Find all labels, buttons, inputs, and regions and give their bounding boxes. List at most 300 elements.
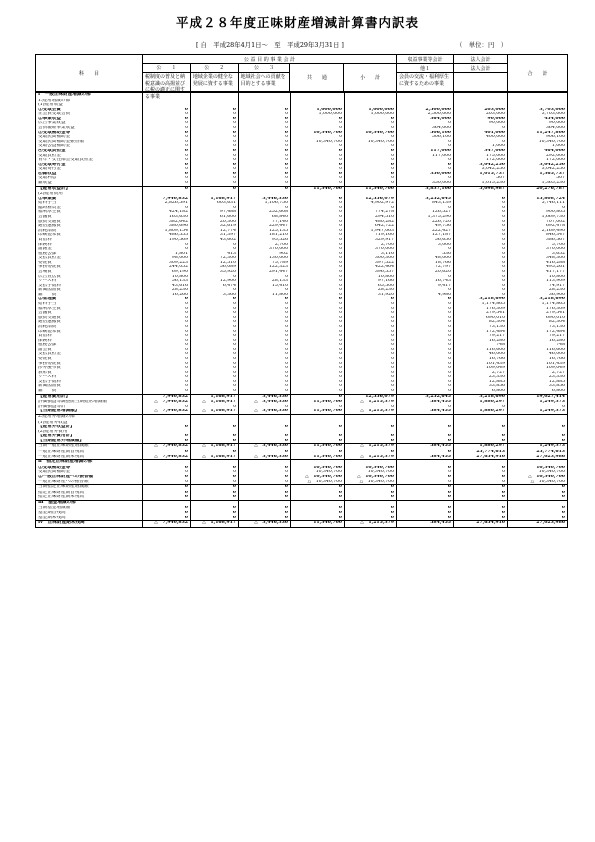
- row-value: 77,140: [239, 220, 291, 225]
- row-value: 0: [191, 140, 239, 145]
- row-value: 0: [397, 158, 454, 163]
- row-value: 0: [143, 470, 191, 475]
- row-value: 0: [191, 149, 239, 154]
- row-value: 11,340,700: [291, 400, 345, 405]
- row-value: 0: [291, 320, 345, 325]
- row-value: 0: [291, 511, 345, 516]
- table-row: [36, 394, 567, 401]
- row-label: 雑 費: [36, 293, 143, 298]
- row-value: 0: [345, 357, 397, 362]
- row-value: 0: [239, 375, 291, 380]
- row-value: 279,541: [546, 311, 565, 316]
- row-value: 0: [191, 316, 239, 321]
- row-value: 1,249,373: [539, 444, 565, 449]
- row-value: 0: [239, 491, 291, 496]
- row-value: 0: [191, 121, 239, 126]
- row-value: △ 7,940,832: [143, 455, 191, 460]
- row-value: 300,300: [345, 256, 397, 261]
- row-value: 0: [191, 334, 239, 339]
- row-value: △ 1,215,379: [345, 400, 397, 405]
- row-value: 172,000: [454, 158, 508, 163]
- row-label: 印刷製本費: [36, 233, 143, 238]
- row-label: ②管理費: [36, 297, 143, 302]
- row-value: △ 1,168,917: [191, 455, 239, 460]
- row-value: 707,002: [546, 219, 565, 224]
- row-value: 0: [397, 480, 454, 485]
- row-value: 0: [454, 279, 508, 284]
- row-label: 【経常収益計】: [36, 187, 143, 193]
- row-value: 0: [397, 357, 454, 362]
- row-value: 7,940,832: [143, 197, 191, 202]
- row-label: 受取民間補助金: [36, 135, 143, 140]
- row-value: 900,805: [546, 210, 565, 215]
- row-label: 旅費交通費: [36, 316, 143, 321]
- row-value: 97,166: [345, 279, 397, 284]
- row-value: 0: [345, 384, 397, 389]
- row-value: △ 1,215,379: [345, 444, 397, 450]
- row-value: 0: [345, 172, 397, 177]
- row-value: 0: [143, 247, 191, 252]
- row-value: 3,252,645: [397, 197, 454, 202]
- row-value: 0: [291, 279, 345, 284]
- row-value: 12,900: [191, 279, 239, 284]
- row-value: 0: [239, 187, 291, 193]
- row-label: 支払手数料: [36, 380, 143, 385]
- row-value: 0: [345, 206, 397, 211]
- row-value: 329,917: [345, 238, 397, 243]
- row-value: 0: [239, 149, 291, 154]
- row-value: 11,340,700: [345, 187, 397, 193]
- row-value: 0: [345, 380, 397, 385]
- row-value: 33,856: [454, 384, 508, 389]
- row-value: 0: [191, 243, 239, 248]
- row-value: 11,247,800: [536, 130, 565, 135]
- row-value: 0: [454, 247, 508, 252]
- row-label: 給料手当: [36, 201, 143, 206]
- row-value: 495,261: [546, 265, 565, 270]
- row-value: 1,365,737: [539, 171, 565, 176]
- row-value: 0: [561, 515, 565, 520]
- row-label: (2)経常費用: [36, 192, 143, 197]
- row-value: 27,654,910: [454, 521, 508, 527]
- row-value: 68,840: [239, 215, 291, 220]
- row-value: 0: [191, 158, 239, 163]
- row-value: 0: [191, 135, 239, 140]
- row-value: 0: [397, 485, 454, 491]
- row-value: 0: [291, 224, 345, 229]
- row-value: 0: [291, 238, 345, 243]
- table-row: [36, 484, 567, 491]
- row-value: 2,700: [345, 243, 397, 248]
- row-value: 1,669,730: [541, 215, 565, 220]
- row-value: △ 1,168,917: [191, 409, 239, 414]
- row-value: 0: [291, 495, 345, 500]
- row-value: 25,774,613: [454, 450, 508, 455]
- row-value: 0: [397, 163, 454, 168]
- row-value: 0: [239, 366, 291, 371]
- row-value: 0: [291, 163, 345, 168]
- row-value: 0: [345, 302, 397, 307]
- row-value: 0: [397, 470, 454, 475]
- row-value: 0: [143, 480, 191, 485]
- row-value: △ 1,215,379: [345, 521, 397, 527]
- row-value: 0: [291, 389, 345, 394]
- row-value: 0: [291, 297, 345, 302]
- row-value: 0: [454, 480, 508, 485]
- row-value: 12,885: [454, 380, 508, 385]
- row-value: 0: [143, 325, 191, 330]
- row-value: 175,000: [454, 154, 508, 159]
- row-value: 0: [291, 220, 345, 225]
- row-label: 一般正味財産への振替額: [36, 480, 143, 485]
- row-value: 464,000: [544, 148, 565, 153]
- row-value: 0: [397, 466, 454, 471]
- row-value: 0: [191, 176, 239, 181]
- row-value: 1,000,000: [345, 112, 397, 117]
- row-value: 422,464: [345, 265, 397, 270]
- row-value: 1,000,000: [291, 112, 345, 117]
- row-value: 0: [291, 384, 345, 389]
- row-label: 諸会費: [36, 348, 143, 353]
- row-value: 0: [291, 117, 345, 122]
- row-value: 0: [291, 210, 345, 215]
- row-value: 486,555: [143, 233, 191, 238]
- row-value: 0: [291, 176, 345, 181]
- row-value: 584,455: [397, 444, 454, 450]
- row-value: 0: [191, 117, 239, 122]
- row-value: 0: [345, 135, 397, 140]
- row-value: 0: [561, 425, 565, 430]
- row-value: 5,746,111: [541, 201, 565, 206]
- row-value: 0: [239, 302, 291, 307]
- row-value: 0: [191, 167, 239, 172]
- row-label: 当期指定正味財産増減額: [36, 485, 143, 491]
- row-value: 101,439: [454, 362, 508, 367]
- row-value: 0: [191, 247, 239, 252]
- row-value: 0: [291, 144, 345, 149]
- row-value: 0: [345, 176, 397, 181]
- row-value: 181,210: [239, 233, 291, 238]
- row-value: 0: [239, 425, 291, 430]
- row-value: 416,288: [546, 260, 565, 265]
- row-value: 116,600: [546, 347, 565, 352]
- row-value: 10,340,700: [538, 139, 565, 144]
- row-value: 1,365,230: [541, 181, 565, 185]
- row-value: 3,252,645: [397, 395, 454, 401]
- row-value: 0: [397, 307, 454, 312]
- row-value: 0: [291, 261, 345, 266]
- row-value: 49,756: [397, 224, 454, 229]
- row-value: 0: [143, 491, 191, 496]
- row-value: 0: [454, 275, 508, 280]
- row-value: 0: [291, 405, 345, 410]
- header-hojin-group: 法人会計 法人会計: [454, 55, 508, 91]
- row-value: 10,800: [345, 275, 397, 280]
- row-label: リース料: [36, 279, 143, 284]
- row-value: 0: [239, 352, 291, 357]
- row-value: 3,446,330: [239, 395, 291, 401]
- row-value: 28,133: [239, 279, 291, 284]
- row-value: 1,000,000: [291, 108, 345, 113]
- row-value: 28,230: [345, 288, 397, 293]
- row-value: 4,902,972: [345, 201, 397, 206]
- row-value: 279,541: [454, 311, 508, 316]
- row-value: 0: [143, 206, 191, 211]
- row-value: 0: [454, 243, 508, 248]
- row-value: 0: [561, 485, 565, 490]
- row-value: 20,620: [397, 270, 454, 275]
- row-label: 【経常外収益計】: [36, 425, 143, 430]
- row-value: 0: [291, 247, 345, 252]
- row-value: 0: [397, 405, 454, 410]
- row-value: 0: [345, 362, 397, 367]
- row-label: Ⅰ 一般正味財産増減の部: [36, 93, 143, 99]
- row-value: 0: [291, 167, 345, 172]
- row-value: 69,190: [143, 270, 191, 275]
- row-label: 表彰費: [36, 371, 143, 376]
- row-value: 0: [291, 434, 345, 439]
- row-value: 0: [239, 348, 291, 353]
- row-value: 0: [143, 316, 191, 321]
- table-row: [36, 459, 567, 466]
- row-value: 0: [291, 485, 345, 491]
- row-value: 0: [345, 126, 397, 131]
- row-value: 0: [345, 316, 397, 321]
- row-value: 43,602: [191, 238, 239, 243]
- row-value: 3,218,690: [454, 297, 508, 302]
- row-label: 保険料: [36, 339, 143, 344]
- row-value: 0: [143, 187, 191, 193]
- row-label: 事務委託費: [36, 265, 143, 270]
- row-label: 消耗品費: [36, 325, 143, 330]
- row-value: 75,789: [239, 261, 291, 266]
- table-row: [36, 409, 567, 414]
- row-value: 0: [561, 506, 565, 511]
- row-value: 27,654,910: [454, 455, 508, 460]
- row-value: 0: [397, 366, 454, 371]
- row-value: 0: [239, 362, 291, 367]
- row-value: 0: [291, 357, 345, 362]
- row-value: 126,527: [397, 210, 454, 215]
- row-value: 0: [191, 375, 239, 380]
- row-value: 0: [143, 112, 191, 117]
- row-label: 受取公益補助金: [36, 144, 143, 149]
- row-value: 0: [143, 357, 191, 362]
- row-value: 0: [345, 325, 397, 330]
- row-value: 0: [239, 439, 291, 444]
- row-value: 0: [397, 371, 454, 376]
- row-label: 会議費: [36, 215, 143, 220]
- row-value: 117,000: [397, 154, 454, 159]
- row-value: 98,000: [143, 256, 191, 261]
- row-value: 0: [143, 121, 191, 126]
- row-value: 0: [291, 135, 345, 140]
- row-label: 租税公課: [36, 343, 143, 348]
- row-value: 0: [191, 491, 239, 496]
- row-value: 1,174,865: [541, 302, 565, 307]
- row-value: 0: [239, 307, 291, 312]
- row-value: △ 7,940,832: [143, 521, 191, 527]
- row-value: 28,230: [548, 288, 565, 293]
- row-value: 19,027,414: [536, 394, 565, 399]
- row-value: 172,000: [546, 158, 565, 163]
- row-value: 0: [291, 229, 345, 234]
- row-value: 0: [143, 144, 191, 149]
- row-value: 2,826,591: [143, 201, 191, 206]
- row-value: 0: [345, 117, 397, 122]
- row-value: 0: [397, 339, 454, 344]
- row-value: 127,187: [397, 233, 454, 238]
- row-value: 0: [291, 215, 345, 220]
- row-value: 0: [143, 475, 191, 480]
- row-value: 2,727: [454, 371, 508, 376]
- row-value: 0: [239, 495, 291, 500]
- row-value: 0: [143, 117, 191, 122]
- row-value: 0: [143, 140, 191, 145]
- row-label: 受取負担金: [36, 154, 143, 159]
- row-value: 347,000: [454, 149, 508, 154]
- row-value: 350,000: [397, 172, 454, 177]
- row-value: 109,049: [454, 366, 508, 371]
- row-value: 0: [291, 339, 345, 344]
- row-value: 0: [239, 511, 291, 516]
- row-value: 0: [143, 176, 191, 181]
- row-value: 16,766: [454, 357, 508, 362]
- row-value: 0: [239, 311, 291, 316]
- row-value: 82,304: [548, 320, 565, 325]
- row-value: 0: [291, 181, 345, 186]
- row-value: 0: [397, 380, 454, 385]
- row-value: 6,800: [551, 389, 565, 394]
- row-value: 1,801: [143, 252, 191, 257]
- row-value: 0: [191, 112, 239, 117]
- row-value: 0: [239, 380, 291, 385]
- row-value: 506,100: [397, 135, 454, 140]
- row-value: 690,010: [454, 316, 508, 321]
- row-value: 0: [239, 167, 291, 172]
- row-value: 28,230: [143, 288, 191, 293]
- row-value: 507: [454, 176, 508, 181]
- row-value: 0: [143, 405, 191, 410]
- row-value: 0: [397, 450, 454, 455]
- row-value: 0: [561, 495, 565, 500]
- row-label: 新聞図書費: [36, 384, 143, 389]
- row-label: 基金期末残高: [36, 516, 143, 521]
- row-value: △ 10,340,700: [345, 475, 397, 480]
- row-value: 0: [397, 288, 454, 293]
- row-value: 0: [454, 233, 508, 238]
- row-value: 417,177: [546, 270, 565, 274]
- row-value: 536: [397, 252, 454, 257]
- row-label: 新聞図書費: [36, 288, 143, 293]
- row-value: 0: [454, 256, 508, 261]
- row-label: 青年・女性部会受取負担金: [36, 158, 143, 163]
- row-value: 0: [191, 325, 239, 330]
- row-value: 1,000: [551, 144, 565, 149]
- row-value: 0: [345, 439, 397, 444]
- row-value: 0: [345, 307, 397, 312]
- row-label: 会員親睦事業収益: [36, 126, 143, 131]
- row-label: 広告宣伝費: [36, 275, 143, 280]
- row-value: 97,488: [191, 210, 239, 215]
- row-label: 支払手数料: [36, 284, 143, 289]
- row-value: 0: [454, 126, 508, 131]
- row-value: 0: [454, 197, 508, 202]
- row-value: 0: [143, 384, 191, 389]
- row-label: 【経常外費用計】: [36, 434, 143, 439]
- row-value: 0: [143, 172, 191, 177]
- row-value: 0: [561, 438, 565, 443]
- row-value: 0: [397, 352, 454, 357]
- row-value: 0: [239, 140, 291, 145]
- row-value: 748: [454, 343, 508, 348]
- row-value: 2,700: [239, 243, 291, 248]
- row-value: 6,800: [454, 389, 508, 394]
- row-value: 10,340,700: [538, 470, 565, 475]
- row-value: 10,340,700: [345, 140, 397, 145]
- row-value: 0: [239, 384, 291, 389]
- row-value: 2,727: [551, 370, 565, 375]
- row-value: 6,474: [191, 284, 239, 289]
- row-label: 消耗品費: [36, 229, 143, 234]
- row-value: 0: [454, 511, 508, 516]
- row-value: 48,000: [397, 256, 454, 261]
- row-value: 719,160: [345, 233, 397, 238]
- row-value: △ 7,940,832: [143, 400, 191, 405]
- row-value: 117,000: [397, 149, 454, 154]
- row-value: 116,600: [454, 348, 508, 353]
- row-value: 0: [143, 108, 191, 113]
- row-value: 0: [345, 149, 397, 154]
- row-value: 291,447: [239, 270, 291, 275]
- row-value: 172,484: [546, 329, 565, 334]
- row-value: 2,169,490: [541, 228, 565, 233]
- row-value: 0: [345, 343, 397, 348]
- row-value: 0: [239, 330, 291, 335]
- row-value: 27,023,986: [536, 521, 565, 526]
- header-shueki-group: 収益事業等会計 他１ 会員の交流・福利厚生に資するための事業: [397, 55, 454, 91]
- row-value: 0: [291, 330, 345, 335]
- row-value: 10,340,700: [291, 131, 345, 136]
- table-row: [36, 520, 567, 527]
- table-row: [36, 389, 567, 394]
- row-value: 0: [191, 126, 239, 131]
- row-label: 福利厚生費: [36, 210, 143, 215]
- row-value: 0: [191, 348, 239, 353]
- row-value: 0: [397, 144, 454, 149]
- row-label: ①受取補助金等: [36, 466, 143, 471]
- row-value: 18,766: [397, 261, 454, 266]
- row-value: 0: [345, 405, 397, 410]
- row-value: 0: [143, 126, 191, 131]
- row-value: 0: [291, 362, 345, 367]
- row-value: 0: [143, 450, 191, 455]
- row-value: 61,600: [191, 215, 239, 220]
- row-value: 0: [239, 135, 291, 140]
- row-value: 36,900: [548, 292, 565, 297]
- row-value: 0: [397, 434, 454, 439]
- row-value: 0: [191, 187, 239, 193]
- row-value: 0: [143, 158, 191, 163]
- row-value: 0: [143, 154, 191, 159]
- row-label: 【当期経常増減額】: [36, 409, 143, 414]
- row-label: 当期基金増減額: [36, 506, 143, 511]
- row-value: 1,000,000: [345, 108, 397, 113]
- row-value: 0: [454, 475, 508, 480]
- row-value: 0: [397, 140, 454, 145]
- row-label: 受取寄付金: [36, 167, 143, 172]
- row-label: Ⅳ 正味財産期末残高: [36, 521, 143, 527]
